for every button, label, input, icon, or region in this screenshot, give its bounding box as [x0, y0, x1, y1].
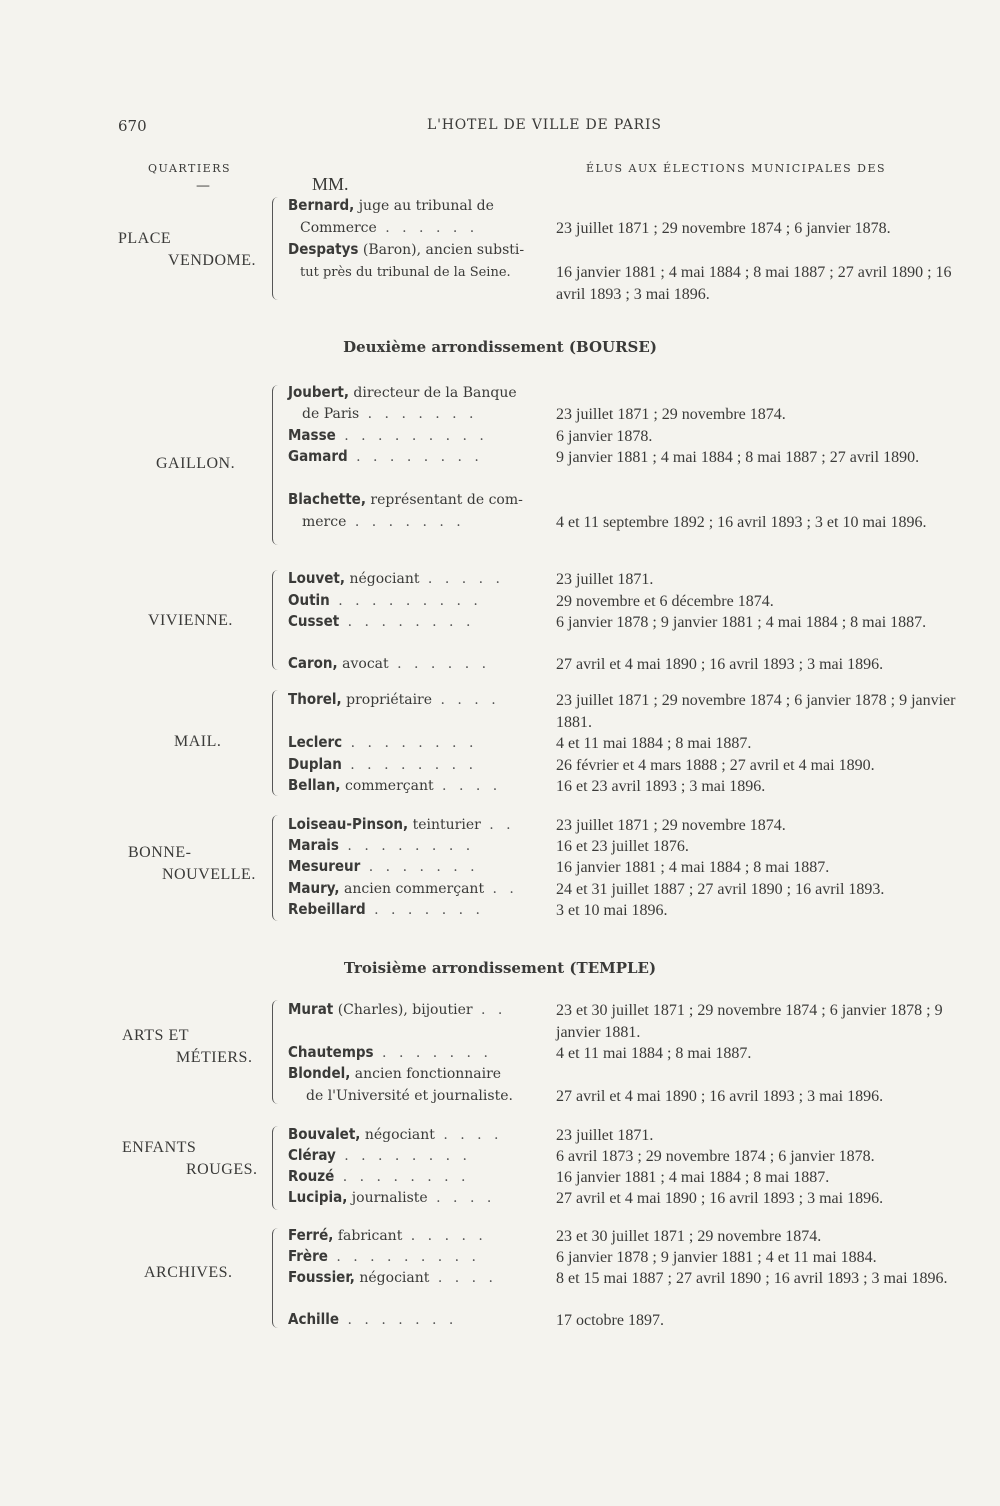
elected-name: Mesureur . . . . . . . — [288, 857, 479, 875]
election-dates: 23 juillet 1871 ; 29 novembre 1874. — [556, 817, 786, 834]
elected-name: Loiseau-Pinson, teinturier . . — [288, 815, 515, 833]
election-dates: 24 et 31 juillet 1887 ; 27 avril 1890 ; 16 avril 1893. — [556, 881, 885, 898]
header-dash: — — [196, 178, 210, 194]
election-dates: 29 novembre et 6 décembre 1874. — [556, 593, 774, 610]
election-dates: 23 et 30 juillet 1871 ; 29 novembre 1874. — [556, 1228, 822, 1245]
election-dates: 17 octobre 1897. — [556, 1312, 664, 1329]
elected-name: Marais . . . . . . . . — [288, 836, 475, 854]
election-dates: 8 et 15 mai 1887 ; 27 avril 1890 ; 16 avril 1893 ; 3 mai 1896. — [556, 1270, 948, 1287]
quarter-name: MAIL. — [174, 733, 222, 750]
header-quartiers: QUARTIERS — [148, 162, 232, 175]
election-dates: 23 juillet 1871. — [556, 571, 654, 588]
quarter-name: ARTS ET — [122, 1027, 189, 1044]
elected-name-continued: de l'Université et journaliste. — [306, 1088, 513, 1104]
elected-name: Frère . . . . . . . . . — [288, 1247, 480, 1265]
elected-name: Maury, ancien commerçant . . — [288, 879, 518, 897]
elected-name: Bouvalet, négociant . . . . — [288, 1125, 503, 1143]
election-dates: 6 janvier 1878 ; 9 janvier 1881 ; 4 mai 1884 ; 8 mai 1887. — [556, 614, 927, 631]
elected-name: Joubert, directeur de la Banque — [288, 383, 517, 401]
elected-name: Cléray . . . . . . . . — [288, 1146, 471, 1164]
elected-name: Rebeillard . . . . . . . — [288, 900, 484, 918]
header-elus: ÉLUS AUX ÉLECTIONS MUNICIPALES DES — [586, 162, 887, 175]
quarter-name: VIVIENNE. — [148, 612, 233, 629]
election-dates: 6 janvier 1878 ; 9 janvier 1881 ; 4 et 11 mai 1884. — [556, 1249, 877, 1266]
elected-name: Duplan . . . . . . . . — [288, 755, 478, 773]
election-dates: 26 février et 4 mars 1888 ; 27 avril et 4 mai 1890. — [556, 757, 875, 774]
elected-name: Lucipia, journaliste . . . . — [288, 1188, 496, 1206]
election-dates: 4 et 11 mai 1884 ; 8 mai 1887. — [556, 735, 752, 752]
election-dates: 6 avril 1873 ; 29 novembre 1874 ; 6 janvier 1878. — [556, 1148, 875, 1165]
elected-name: Caron, avocat . . . . . . — [288, 654, 491, 672]
elected-name: Ferré, fabricant . . . . . — [288, 1226, 487, 1244]
brace — [272, 1228, 282, 1328]
elected-name: Achille . . . . . . . — [288, 1310, 458, 1328]
elected-name: Gamard . . . . . . . . — [288, 447, 483, 465]
election-dates: 16 janvier 1881 ; 4 mai 1884 ; 8 mai 1887 ; 27 avril 1890 ; 16 avril 1893 ; 3 mai 1896. — [556, 264, 952, 303]
election-dates: 3 et 10 mai 1896. — [556, 902, 668, 919]
election-dates: 16 et 23 juillet 1876. — [556, 838, 689, 855]
brace — [272, 1126, 282, 1210]
elected-name: Cusset . . . . . . . . — [288, 612, 475, 630]
elected-name-continued: Commerce . . . . . . — [300, 220, 479, 236]
elected-name: Foussier, négociant . . . . — [288, 1268, 497, 1286]
elected-name: Bellan, commerçant . . . . — [288, 776, 502, 794]
election-dates: 27 avril et 4 mai 1890 ; 16 avril 1893 ; 3 mai 1896. — [556, 1088, 884, 1105]
quarter-name: BONNE- — [128, 844, 192, 861]
elected-name-continued: merce . . . . . . . — [302, 514, 465, 530]
elected-name: Blachette, représentant de com- — [288, 490, 523, 508]
elected-name: Rouzé . . . . . . . . — [288, 1167, 470, 1185]
section-title: Deuxième arrondissement (BOURSE) — [343, 338, 657, 356]
election-dates: 16 janvier 1881 ; 4 mai 1884 ; 8 mai 1887. — [556, 1169, 830, 1186]
election-dates: 16 janvier 1881 ; 4 mai 1884 ; 8 mai 1887. — [556, 859, 830, 876]
brace — [272, 570, 282, 670]
brace — [272, 690, 282, 796]
elected-name: Blondel, ancien fonctionnaire — [288, 1064, 502, 1082]
brace — [272, 197, 282, 300]
quarter-name: GAILLON. — [156, 455, 236, 472]
elected-name: Despatys (Baron), ancien substi- — [288, 240, 525, 258]
elected-name: Murat (Charles), bijoutier . . — [288, 1000, 507, 1018]
quarter-name: ARCHIVES. — [144, 1264, 233, 1281]
election-dates: 27 avril et 4 mai 1890 ; 16 avril 1893 ; 3 mai 1896. — [556, 1190, 884, 1207]
elected-name: Chautemps . . . . . . . — [288, 1043, 492, 1061]
elected-name-continued: tut près du tribunal de la Seine. — [300, 265, 511, 280]
elected-name: Masse . . . . . . . . . — [288, 426, 488, 444]
elected-name-continued: de Paris . . . . . . . — [302, 406, 478, 422]
election-dates: 9 janvier 1881 ; 4 mai 1884 ; 8 mai 1887 ; 27 avril 1890. — [556, 449, 920, 466]
election-dates: 4 et 11 mai 1884 ; 8 mai 1887. — [556, 1045, 752, 1062]
running-head: L'HOTEL DE VILLE DE PARIS — [427, 117, 662, 133]
election-dates: 16 et 23 avril 1893 ; 3 mai 1896. — [556, 778, 766, 795]
election-dates: 23 juillet 1871 ; 29 novembre 1874 ; 6 janvier 1878. — [556, 220, 891, 237]
elected-name: Louvet, négociant . . . . . — [288, 569, 504, 587]
election-dates: 23 juillet 1871 ; 29 novembre 1874. — [556, 406, 786, 423]
quarter-name: ENFANTS — [122, 1139, 197, 1156]
brace — [272, 1000, 282, 1104]
election-dates: 23 et 30 juillet 1871 ; 29 novembre 1874 ; 6 janvier 1878 ; 9 janvier 1881. — [556, 1002, 943, 1041]
quarter-name: PLACE — [118, 230, 172, 247]
election-dates: 27 avril et 4 mai 1890 ; 16 avril 1893 ; 3 mai 1896. — [556, 656, 884, 673]
page-number: 670 — [118, 117, 147, 135]
elected-name: Thorel, propriétaire . . . . — [288, 690, 500, 708]
header-mm: MM. — [312, 174, 349, 194]
election-dates: 23 juillet 1871 ; 29 novembre 1874 ; 6 janvier 1878 ; 9 janvier 1881. — [556, 692, 956, 731]
election-dates: 4 et 11 septembre 1892 ; 16 avril 1893 ; 3 et 10 mai 1896. — [556, 514, 927, 531]
election-dates: 23 juillet 1871. — [556, 1127, 654, 1144]
brace — [272, 385, 282, 545]
section-title: Troisième arrondissement (TEMPLE) — [343, 959, 657, 977]
elected-name: Outin . . . . . . . . . — [288, 591, 482, 609]
quarter-name: VENDOME. — [168, 252, 256, 269]
quarter-name: MÉTIERS. — [176, 1049, 253, 1066]
election-dates: 6 janvier 1878. — [556, 428, 653, 445]
elected-name: Leclerc . . . . . . . . — [288, 733, 478, 751]
elected-name: Bernard, juge au tribunal de — [288, 196, 494, 214]
quarter-name: NOUVELLE. — [162, 866, 256, 883]
quarter-name: ROUGES. — [186, 1161, 258, 1178]
brace — [272, 815, 282, 921]
